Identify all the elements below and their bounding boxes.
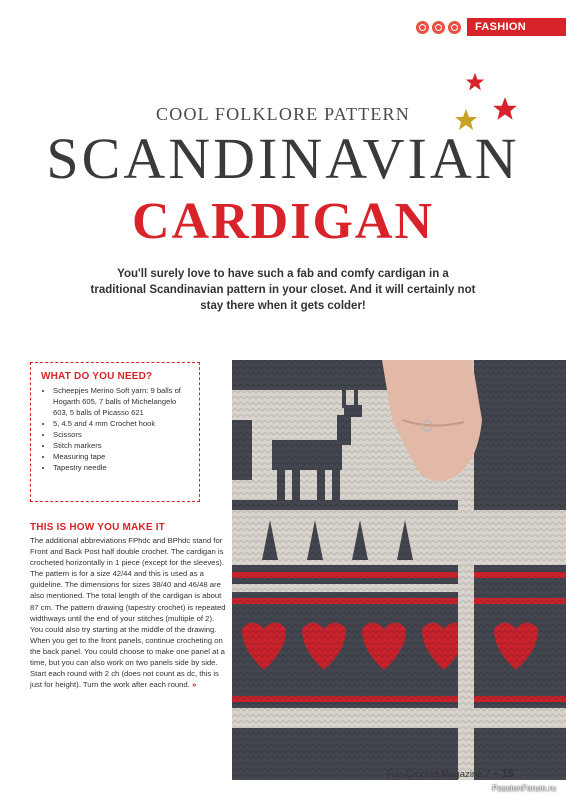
instructions-body xyxy=(30,535,226,690)
list-item: • Tapestry needle xyxy=(53,462,189,473)
section-label: FASHION xyxy=(467,18,566,36)
materials-box xyxy=(30,362,200,502)
kicker: COOL FOLKLORE PATTERN xyxy=(156,104,410,124)
section-dot xyxy=(432,21,445,34)
magazine-name: Fun Crochet Magazine 7 xyxy=(386,769,491,780)
cardigan-illustration xyxy=(232,360,566,780)
list-item: • Measuring tape xyxy=(53,451,189,462)
section-dot xyxy=(448,21,461,34)
list-item: • Stitch markers xyxy=(53,440,189,451)
intro-paragraph: You'll surely love to have such a fab and comfy cardigan in a traditional Scandinavian pattern in your closet. And it will certainly not stay there when it gets colder! xyxy=(90,268,476,312)
section-dots xyxy=(416,21,461,34)
list-item: • Scissors xyxy=(53,429,189,440)
instructions-title: THIS IS HOW YOU MAKE IT xyxy=(30,522,165,533)
page-number: 15 xyxy=(501,768,514,780)
page-title: SCANDINAVIAN xyxy=(46,126,520,191)
materials-list xyxy=(41,385,189,473)
footer-bullet: • xyxy=(494,769,498,780)
list-item: • 5, 4.5 and 4 mm Crochet hook xyxy=(53,418,189,429)
watermark: PassionForum.ru xyxy=(492,784,556,793)
red-star-icon xyxy=(465,72,485,92)
section-tag xyxy=(416,18,566,36)
instructions-text: The additional abbreviations FPhdc and BPhdc stand for Front and Back Post half double crochet. The cardigan is crocheted horizontally in 1 piece (except for the sleeves). The pattern is for a size 42/44 and this is used as a guideline. The dimensions for sizes 38/40 and 46/48 are also mentioned. The total length of the cardigan is about 87 cm. The pattern drawing (tapestry crochet) is repeated widthways until the end of your stitches (multiple of 2). You could also try starting at the middle of the drawing. When you get to the front panels, continue crocheting on the back panel. You could choose to make one panel at a time, but you can also work on two panels side by side. Start each round with 2 ch (does not count as dc, this is just for height). Turn the work after each round. xyxy=(30,536,226,690)
page-footer xyxy=(386,768,514,780)
materials-title: WHAT DO YOU NEED? xyxy=(41,371,153,382)
cardigan-photo xyxy=(232,360,566,780)
continue-arrow-icon: » xyxy=(191,680,197,690)
section-dot xyxy=(416,21,429,34)
page-subtitle: CARDIGAN xyxy=(132,193,434,250)
list-item: • Scheepjes Merino Soft yarn: 9 balls of Hogarth 605, 7 balls of Michelangelo 603, 5 balls of Picasso 621 xyxy=(53,385,189,418)
